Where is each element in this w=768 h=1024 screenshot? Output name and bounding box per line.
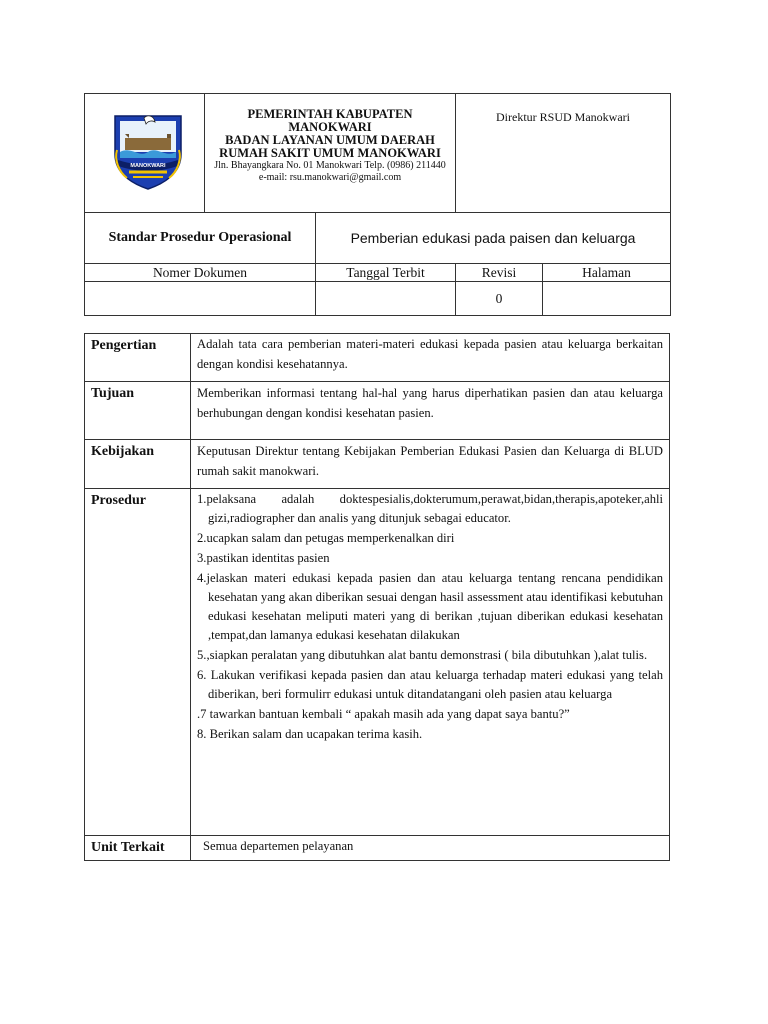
institution-block	[205, 94, 456, 213]
row-kebijakan	[85, 440, 670, 489]
tujuan-label: Tujuan	[85, 382, 191, 440]
prosedur-step: 4.jelaskan materi edukasi kepada pasien dan atau keluarga tentang rencana pendidikan kesehatan yang akan diberikan sesuai dengan hasil assessment atau identifikasi kebutuhan edukasi kesehatan meliputi materi yang di berikan ,tujuan diberikan edukasi kesehatan ,tempat,dan lamanya edukasi kesehatan dilakukan	[197, 571, 663, 642]
institution-line-2: BADAN LAYANAN UMUM DAERAH	[225, 133, 435, 147]
prosedur-step: 5.,siapkan peralatan yang dibutuhkan alat bantu demonstrasi ( bila dibutuhkan ),alat tulis.	[197, 648, 648, 662]
prosedur-step: 3.pastikan identitas pasien	[197, 551, 330, 565]
institution-line-1: PEMERINTAH KABUPATEN MANOKWARI	[247, 107, 413, 134]
prosedur-step: .7 tawarkan bantuan kembali “ apakah masih ada yang dapat saya bantu?”	[197, 707, 570, 721]
unit-terkait-label: Unit Terkait	[85, 836, 191, 861]
revision-header: Revisi	[456, 264, 543, 282]
manokwari-emblem-icon	[111, 110, 185, 190]
svg-text:MANOKWARI: MANOKWARI	[130, 163, 166, 169]
issue-date-header: Tanggal Terbit	[316, 264, 456, 282]
prosedur-step: 6. Lakukan verifikasi kepada pasien dan atau keluarga terhadap materi edukasi yang telah diberikan, beri formulirr edukasi untuk ditandatangani oleh pasien atau keluarga	[197, 668, 663, 701]
doc-title: Pemberian edukasi pada paisen dan keluarga	[316, 213, 671, 264]
institution-email: e-mail: rsu.manokwari@gmail.com	[258, 172, 402, 183]
page-header: Halaman	[543, 264, 671, 282]
row-pengertian	[85, 334, 670, 382]
institution-line-3: RUMAH SAKIT UMUM MANOKWARI	[219, 146, 441, 160]
pengertian-label: Pengertian	[85, 334, 191, 382]
prosedur-step: 2.ucapkan salam dan petugas memperkenalkan diri	[197, 531, 455, 545]
row-unit-terkait	[85, 836, 670, 861]
prosedur-step: 8. Berikan salam dan ucapakan terima kasih.	[197, 727, 423, 741]
row-prosedur	[85, 489, 670, 836]
tujuan-text: Memberikan informasi tentang hal-hal yang harus diperhatikan pasien dan atau keluarga berhubungan dengan kondisi kesehatan pasien.	[191, 382, 670, 440]
logo-cell	[85, 94, 205, 213]
row-tujuan	[85, 382, 670, 440]
director-cell: Direktur RSUD Manokwari	[456, 94, 671, 213]
doc-number-value	[85, 282, 316, 316]
issue-date-value	[316, 282, 456, 316]
unit-terkait-text: Semua departemen pelayanan	[191, 836, 670, 861]
page-value	[543, 282, 671, 316]
pengertian-text: Adalah tata cara pemberian materi-materi edukasi kepada pasien atau keluarga berkaitan dengan kondisi kesehatannya.	[191, 334, 670, 382]
prosedur-label: Prosedur	[85, 489, 191, 836]
doc-type-label: Standar Prosedur Operasional	[85, 213, 316, 264]
sop-content-table	[84, 333, 670, 861]
revision-value: 0	[456, 282, 543, 316]
kebijakan-label: Kebijakan	[85, 440, 191, 489]
prosedur-steps	[191, 489, 670, 836]
prosedur-step: 1.pelaksana adalah doktespesialis,dokterumum,perawat,bidan,therapis,apoteker,ahli gizi,radiographer dan analis yang ditunjuk sebagai educator.	[197, 492, 663, 525]
document-header-table	[84, 93, 671, 316]
institution-address: Jln. Bhayangkara No. 01 Manokwari Telp. (0986) 211440	[214, 160, 446, 171]
kebijakan-text: Keputusan Direktur tentang Kebijakan Pemberian Edukasi Pasien dan Keluarga di BLUD rumah sakit manokwari.	[191, 440, 670, 489]
doc-number-header: Nomer Dokumen	[85, 264, 316, 282]
